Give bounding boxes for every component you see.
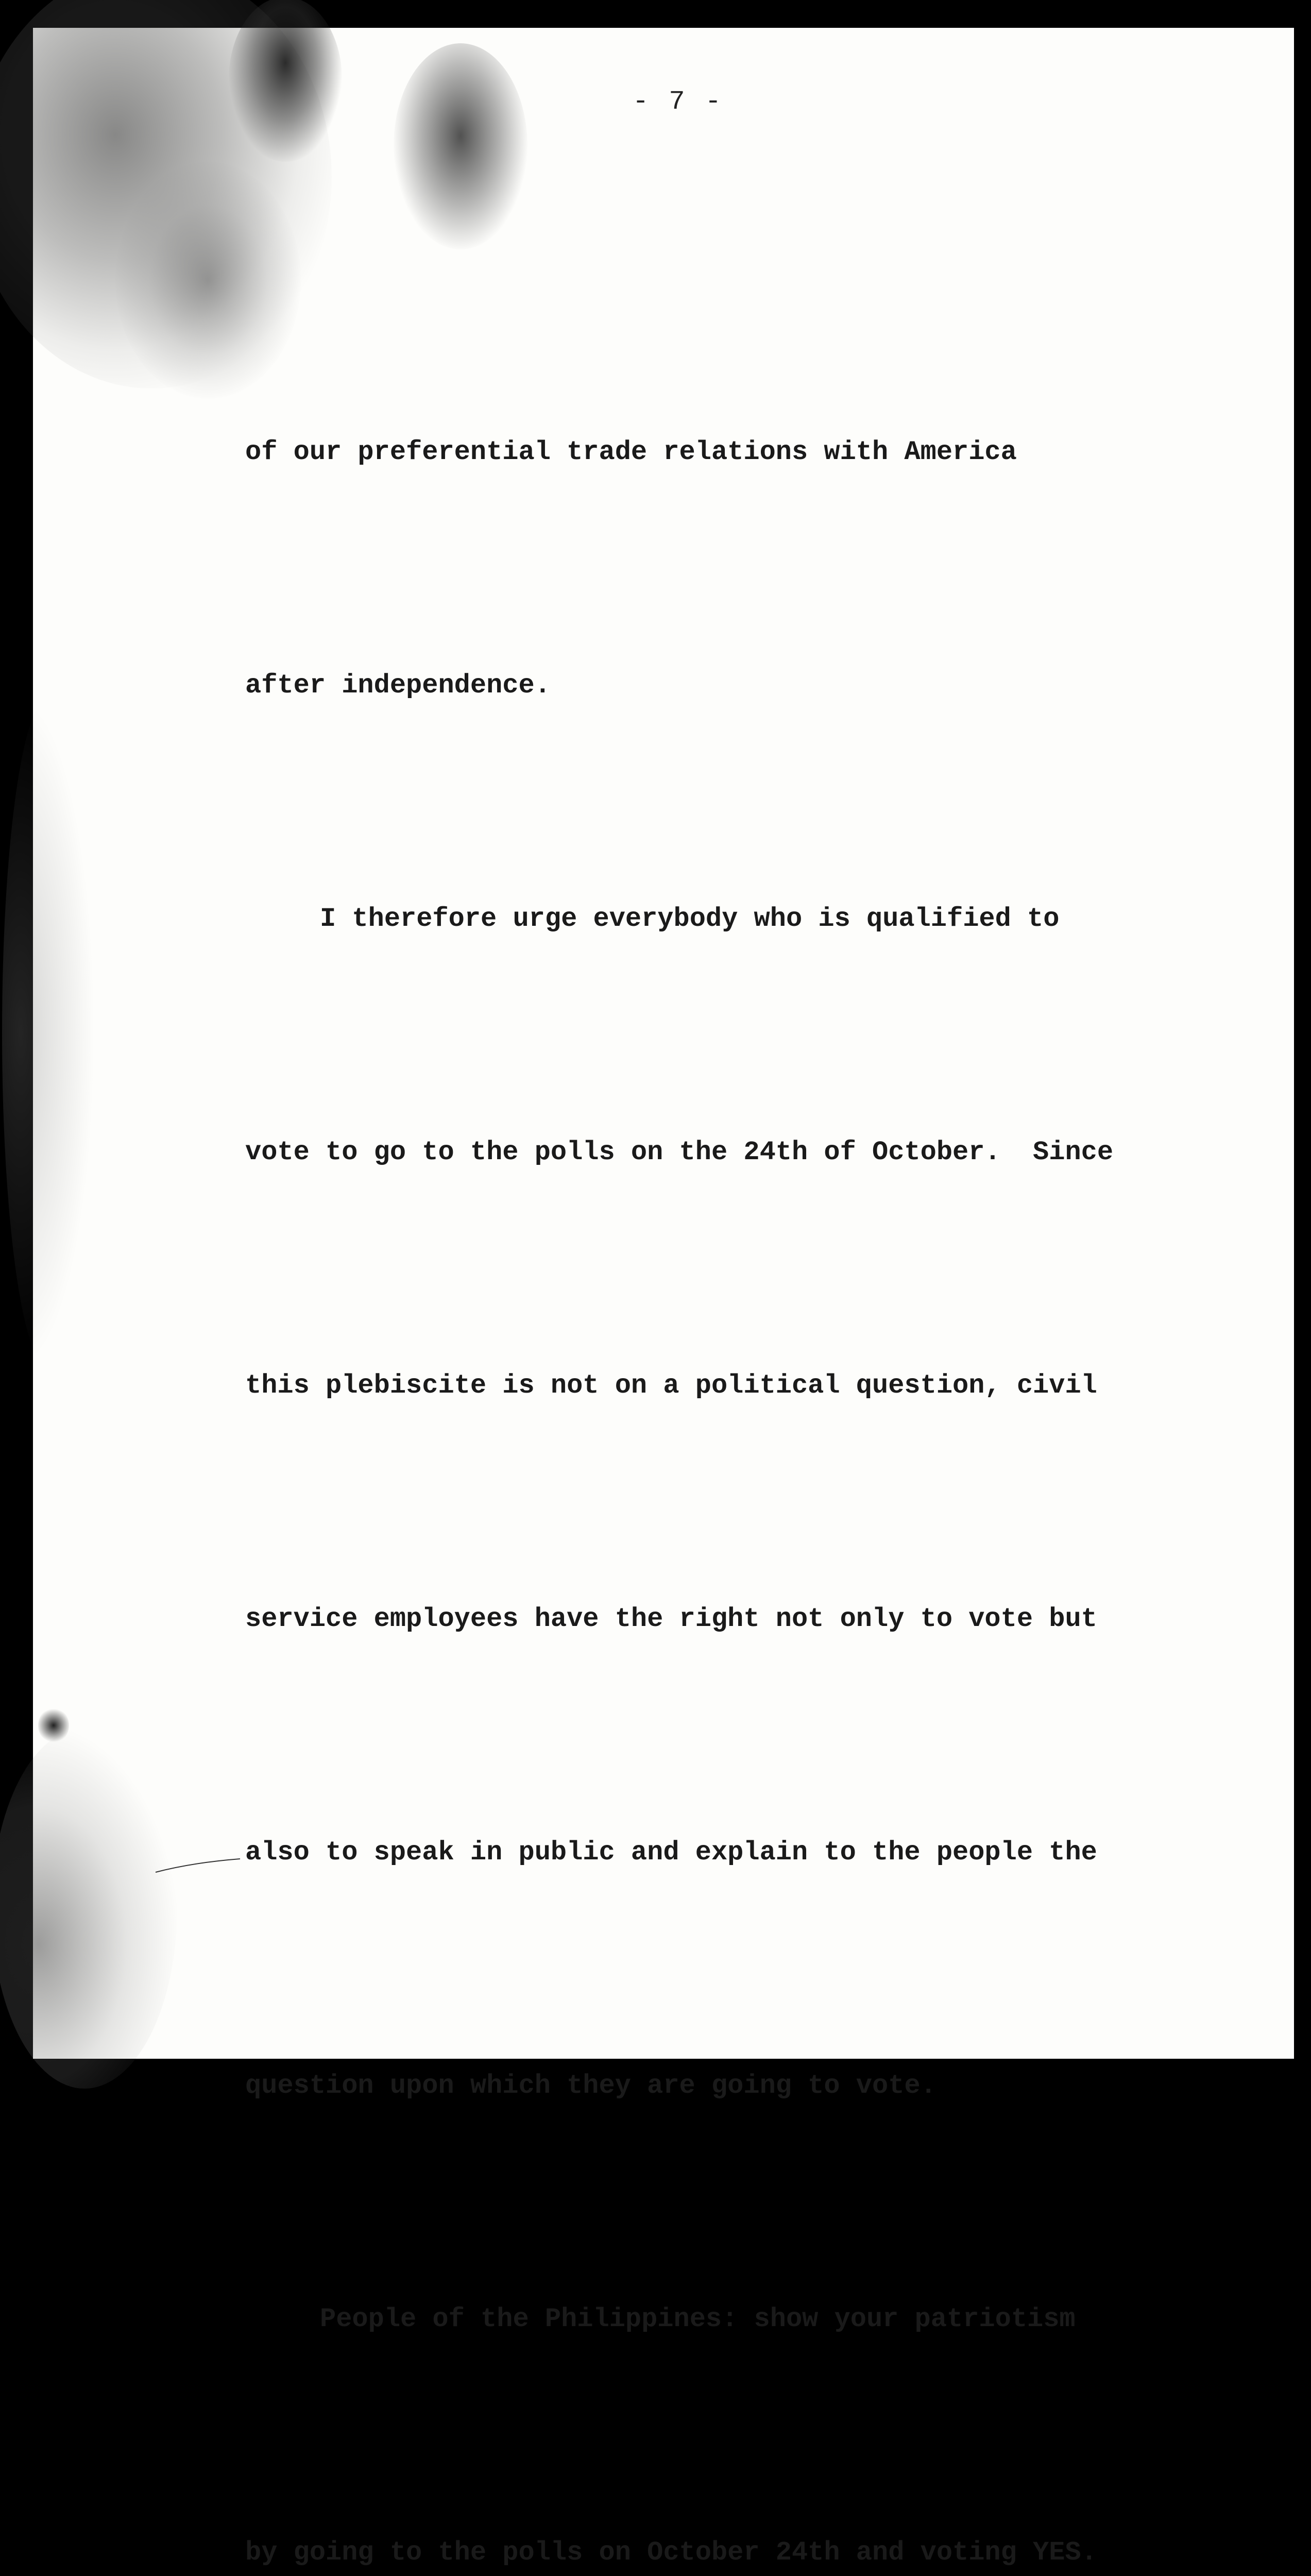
body-line: I therefore urge everybody who is qualified to [320, 904, 1060, 934]
body-line: question upon which they are going to vote. [245, 2071, 937, 2101]
ink-smudge [394, 43, 527, 249]
ink-smudge [229, 0, 342, 162]
body-line: vote to go to the polls on the 24th of October. Since [245, 1137, 1114, 1167]
body-line: after independence. [245, 670, 551, 701]
body-line: also to speak in public and explain to the people the [245, 1837, 1097, 1868]
ink-smudge [38, 1707, 69, 1743]
ink-smudge [0, 1728, 177, 2089]
body-line: this plebiscite is not on a political question, civil [245, 1370, 1097, 1401]
body-line: of our preferential trade relations with America [245, 437, 1017, 467]
document-body [245, 258, 1224, 2576]
pen-mark [155, 1855, 242, 1875]
page-number: - 7 - [632, 87, 724, 117]
body-line: service employees have the right not only to vote but [245, 1604, 1097, 1634]
body-line: People of the Philippines: show your patriotism [320, 2304, 1076, 2334]
body-line: by going to the polls on October 24th and voting YES. [245, 2537, 1097, 2568]
ink-smudge [2, 698, 95, 1367]
